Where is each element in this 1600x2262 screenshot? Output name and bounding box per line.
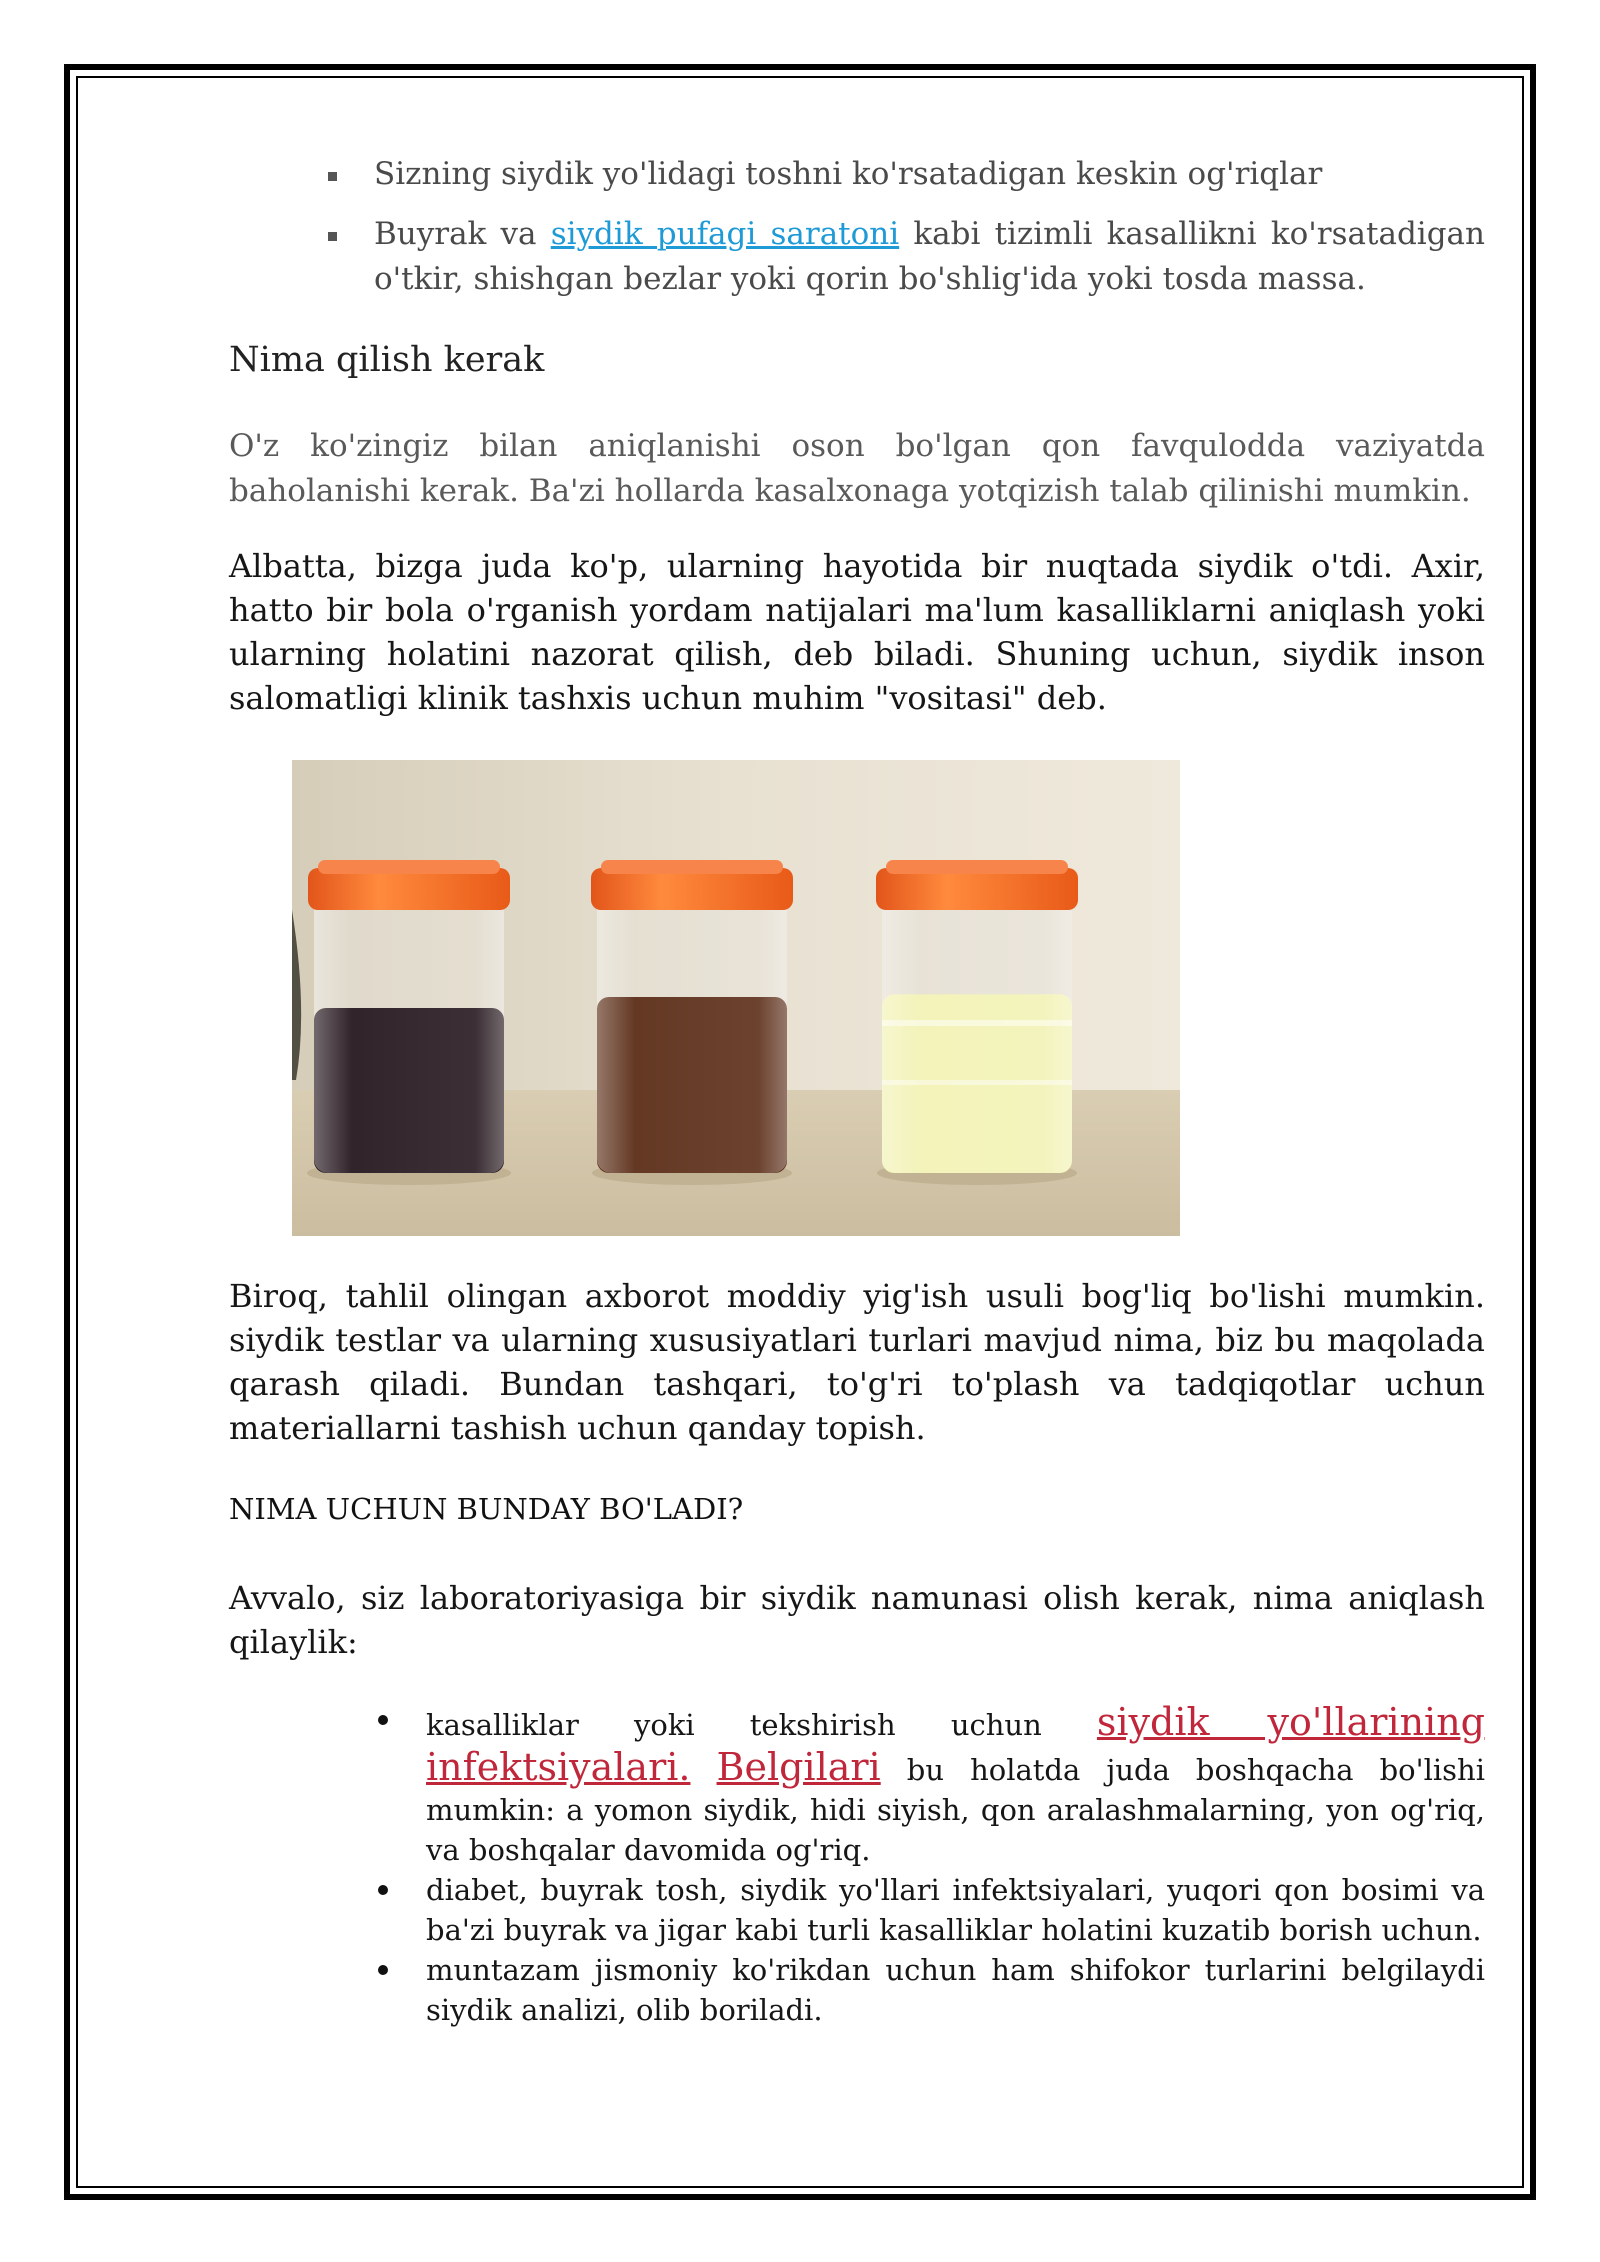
list-item-suffix: bu holatda juda boshqacha bo'lishi mumkin: a yomon siydik, hidi siyish, qon aralashmalarning, yon og'riq, va boshqalar davomida og'riq.: [426, 1753, 1486, 1867]
jar-light: [876, 860, 1078, 1185]
orange-cap: [308, 868, 510, 910]
list-item-text: diabet, buyrak tosh, siydik yo'llari infektsiyalari, yuqori qon bosimi va ba'zi buyrak va jigar kabi turli kasalliklar holatini kuzatib borish uchun.: [426, 1873, 1485, 1947]
list-item-text: muntazam jismoniy ko'rikdan uchun ham shifokor turlarini belgilaydi siydik analizi, olib boriladi.: [426, 1953, 1485, 2027]
list-item: [325, 152, 1485, 197]
reasons-list: [375, 1700, 1485, 2030]
bullet-dot-icon: [378, 1715, 388, 1725]
list-item: [325, 212, 1485, 302]
paragraph-lead: Avvalo, siz laboratoriyasiga bir siydik namunasi olish kerak, nima aniqlash qilaylik:: [229, 1579, 1485, 1661]
list-item: [375, 1700, 1485, 1870]
symptom-list: [325, 152, 1485, 317]
list-item-prefix: Buyrak va: [374, 216, 537, 252]
jar-brown: [591, 860, 793, 1185]
caps-heading: NIMA UCHUN BUNDAY BO'LADI?: [229, 1492, 744, 1526]
list-item-prefix: kasalliklar yoki tekshirish uchun: [426, 1708, 1042, 1742]
section-heading: Nima qilish kerak: [229, 340, 545, 380]
bullet-dot-icon: [378, 1965, 388, 1975]
list-item-text: Sizning siydik yo'lidagi toshni ko'rsatadigan keskin og'riqlar: [374, 156, 1323, 192]
paragraph-body: Biroq, tahlil olingan axborot moddiy yig'ish usuli bog'liq bo'lishi mumkin. siydik testlar va ularning xususiyatlari turlari mavjud nima, biz bu maqolada qarash qiladi. Bundan tashqari, to'g'ri to'plash va tadqiqotlar uchun materiallarni tashish uchun qanday topish.: [229, 1277, 1485, 1447]
symptoms-link[interactable]: Belgilari: [716, 1745, 881, 1789]
list-item: [375, 1870, 1485, 1950]
bladder-cancer-link[interactable]: siydik pufagi saratoni: [550, 216, 900, 252]
jar-dark: [307, 860, 511, 1185]
square-bullet-icon: [328, 232, 337, 241]
orange-cap: [876, 868, 1078, 910]
uti-link[interactable]: siydik yo'llarining infektsiyalari.: [426, 1700, 1486, 1789]
paragraph-grey: O'z ko'zingiz bilan aniqlanishi oson bo'lgan qon favqulodda vaziyatda baholanishi kerak. Ba'zi hollarda kasalxonaga yotqizish talab qilinishi mumkin.: [229, 428, 1485, 509]
list-item-suffix: kabi tizimli kasallikni ko'rsatadigan o'tkir, shishgan bezlar yoki qorin bo'shlig'ida yoki tosda massa.: [374, 216, 1485, 297]
bullet-dot-icon: [378, 1885, 388, 1895]
list-item: [375, 1950, 1485, 2030]
paragraph-intro: Albatta, bizga juda ko'p, ularning hayotida bir nuqtada siydik o'tdi. Axir, hatto bir bola o'rganish yordam natijalari ma'lum kasalliklarni aniqlash yoki ularning holatini nazorat qilish, deb biladi. Shuning uchun, siydik inson salomatligi klinik tashxis uchun muhim "vositasi" deb.: [229, 547, 1485, 717]
urine-samples-photo: [292, 760, 1180, 1236]
orange-cap: [591, 868, 793, 910]
square-bullet-icon: [328, 172, 337, 181]
